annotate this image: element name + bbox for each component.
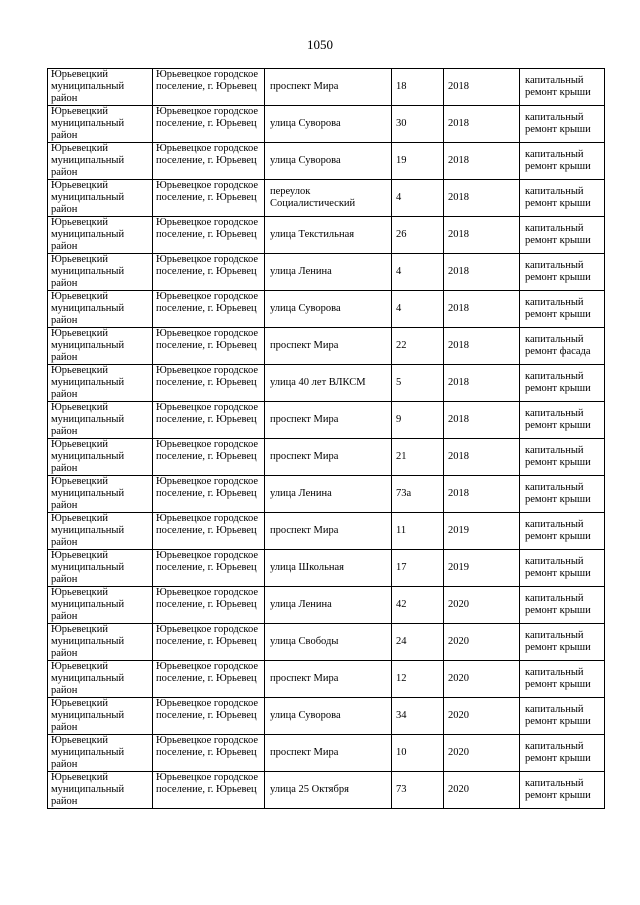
settlement-cell: Юрьевецкое городское поселение, г. Юрьевец bbox=[153, 772, 265, 809]
district-cell: Юрьевецкий муниципальный район bbox=[48, 439, 153, 476]
number-cell: 11 bbox=[392, 513, 444, 550]
year-cell: 2018 bbox=[444, 476, 520, 513]
table-row bbox=[48, 328, 605, 365]
repair-schedule-table bbox=[47, 68, 605, 809]
year-cell: 2020 bbox=[444, 624, 520, 661]
district-cell: Юрьевецкий муниципальный район bbox=[48, 328, 153, 365]
number-cell: 12 bbox=[392, 661, 444, 698]
district-cell: Юрьевецкий муниципальный район bbox=[48, 217, 153, 254]
district-cell: Юрьевецкий муниципальный район bbox=[48, 143, 153, 180]
table-row bbox=[48, 550, 605, 587]
year-cell: 2018 bbox=[444, 291, 520, 328]
page-number: 1050 bbox=[307, 37, 333, 52]
year-cell: 2018 bbox=[444, 365, 520, 402]
street-cell: улица Школьная bbox=[265, 550, 392, 587]
street-cell: улица 25 Октября bbox=[265, 772, 392, 809]
number-cell: 18 bbox=[392, 69, 444, 106]
street-cell: улица Текстильная bbox=[265, 217, 392, 254]
work-cell: капитальный ремонт крыши bbox=[520, 698, 605, 735]
table-row bbox=[48, 365, 605, 402]
settlement-cell: Юрьевецкое городское поселение, г. Юрьевец bbox=[153, 735, 265, 772]
table-row bbox=[48, 513, 605, 550]
street-cell: улица Суворова bbox=[265, 106, 392, 143]
settlement-cell: Юрьевецкое городское поселение, г. Юрьевец bbox=[153, 106, 265, 143]
number-cell: 5 bbox=[392, 365, 444, 402]
settlement-cell: Юрьевецкое городское поселение, г. Юрьевец bbox=[153, 328, 265, 365]
year-cell: 2019 bbox=[444, 513, 520, 550]
year-cell: 2018 bbox=[444, 439, 520, 476]
table-row bbox=[48, 661, 605, 698]
district-cell: Юрьевецкий муниципальный район bbox=[48, 772, 153, 809]
year-cell: 2020 bbox=[444, 772, 520, 809]
table-row bbox=[48, 698, 605, 735]
number-cell: 4 bbox=[392, 254, 444, 291]
table-row bbox=[48, 69, 605, 106]
table-row bbox=[48, 439, 605, 476]
work-cell: капитальный ремонт крыши bbox=[520, 476, 605, 513]
year-cell: 2018 bbox=[444, 254, 520, 291]
number-cell: 17 bbox=[392, 550, 444, 587]
settlement-cell: Юрьевецкое городское поселение, г. Юрьевец bbox=[153, 587, 265, 624]
number-cell: 22 bbox=[392, 328, 444, 365]
settlement-cell: Юрьевецкое городское поселение, г. Юрьевец bbox=[153, 550, 265, 587]
settlement-cell: Юрьевецкое городское поселение, г. Юрьевец bbox=[153, 143, 265, 180]
number-cell: 34 bbox=[392, 698, 444, 735]
work-cell: капитальный ремонт крыши bbox=[520, 291, 605, 328]
street-cell: проспект Мира bbox=[265, 402, 392, 439]
district-cell: Юрьевецкий муниципальный район bbox=[48, 513, 153, 550]
district-cell: Юрьевецкий муниципальный район bbox=[48, 180, 153, 217]
number-cell: 42 bbox=[392, 587, 444, 624]
year-cell: 2019 bbox=[444, 550, 520, 587]
work-cell: капитальный ремонт крыши bbox=[520, 254, 605, 291]
year-cell: 2020 bbox=[444, 698, 520, 735]
street-cell: улица Свободы bbox=[265, 624, 392, 661]
year-cell: 2018 bbox=[444, 402, 520, 439]
work-cell: капитальный ремонт крыши bbox=[520, 772, 605, 809]
district-cell: Юрьевецкий муниципальный район bbox=[48, 550, 153, 587]
street-cell: проспект Мира bbox=[265, 328, 392, 365]
settlement-cell: Юрьевецкое городское поселение, г. Юрьевец bbox=[153, 402, 265, 439]
table-row bbox=[48, 476, 605, 513]
work-cell: капитальный ремонт крыши bbox=[520, 513, 605, 550]
district-cell: Юрьевецкий муниципальный район bbox=[48, 69, 153, 106]
number-cell: 10 bbox=[392, 735, 444, 772]
number-cell: 19 bbox=[392, 143, 444, 180]
work-cell: капитальный ремонт крыши bbox=[520, 587, 605, 624]
table-row bbox=[48, 143, 605, 180]
district-cell: Юрьевецкий муниципальный район bbox=[48, 661, 153, 698]
work-cell: капитальный ремонт крыши bbox=[520, 217, 605, 254]
district-cell: Юрьевецкий муниципальный район bbox=[48, 587, 153, 624]
settlement-cell: Юрьевецкое городское поселение, г. Юрьевец bbox=[153, 698, 265, 735]
table-row bbox=[48, 254, 605, 291]
street-cell: улица Ленина bbox=[265, 587, 392, 624]
number-cell: 9 bbox=[392, 402, 444, 439]
district-cell: Юрьевецкий муниципальный район bbox=[48, 402, 153, 439]
number-cell: 73а bbox=[392, 476, 444, 513]
district-cell: Юрьевецкий муниципальный район bbox=[48, 106, 153, 143]
work-cell: капитальный ремонт крыши bbox=[520, 439, 605, 476]
street-cell: улица Суворова bbox=[265, 291, 392, 328]
work-cell: капитальный ремонт крыши bbox=[520, 624, 605, 661]
year-cell: 2018 bbox=[444, 106, 520, 143]
settlement-cell: Юрьевецкое городское поселение, г. Юрьевец bbox=[153, 217, 265, 254]
district-cell: Юрьевецкий муниципальный район bbox=[48, 735, 153, 772]
street-cell: переулок Социалистический bbox=[265, 180, 392, 217]
settlement-cell: Юрьевецкое городское поселение, г. Юрьевец bbox=[153, 254, 265, 291]
district-cell: Юрьевецкий муниципальный район bbox=[48, 254, 153, 291]
street-cell: улица Суворова bbox=[265, 698, 392, 735]
street-cell: проспект Мира bbox=[265, 69, 392, 106]
work-cell: капитальный ремонт крыши bbox=[520, 402, 605, 439]
year-cell: 2018 bbox=[444, 143, 520, 180]
street-cell: проспект Мира bbox=[265, 661, 392, 698]
work-cell: капитальный ремонт крыши bbox=[520, 735, 605, 772]
district-cell: Юрьевецкий муниципальный район bbox=[48, 624, 153, 661]
work-cell: капитальный ремонт крыши bbox=[520, 69, 605, 106]
table-body bbox=[48, 69, 605, 809]
number-cell: 4 bbox=[392, 291, 444, 328]
street-cell: улица Ленина bbox=[265, 254, 392, 291]
table-row bbox=[48, 106, 605, 143]
year-cell: 2018 bbox=[444, 328, 520, 365]
year-cell: 2018 bbox=[444, 217, 520, 254]
year-cell: 2018 bbox=[444, 69, 520, 106]
settlement-cell: Юрьевецкое городское поселение, г. Юрьевец bbox=[153, 439, 265, 476]
year-cell: 2020 bbox=[444, 735, 520, 772]
work-cell: капитальный ремонт крыши bbox=[520, 143, 605, 180]
work-cell: капитальный ремонт крыши bbox=[520, 365, 605, 402]
street-cell: проспект Мира bbox=[265, 439, 392, 476]
street-cell: улица Ленина bbox=[265, 476, 392, 513]
table-row bbox=[48, 402, 605, 439]
table-row bbox=[48, 587, 605, 624]
work-cell: капитальный ремонт крыши bbox=[520, 661, 605, 698]
year-cell: 2018 bbox=[444, 180, 520, 217]
street-cell: проспект Мира bbox=[265, 513, 392, 550]
table-row bbox=[48, 624, 605, 661]
settlement-cell: Юрьевецкое городское поселение, г. Юрьевец bbox=[153, 476, 265, 513]
work-cell: капитальный ремонт фасада bbox=[520, 328, 605, 365]
district-cell: Юрьевецкий муниципальный район bbox=[48, 698, 153, 735]
street-cell: улица Суворова bbox=[265, 143, 392, 180]
district-cell: Юрьевецкий муниципальный район bbox=[48, 291, 153, 328]
settlement-cell: Юрьевецкое городское поселение, г. Юрьевец bbox=[153, 624, 265, 661]
settlement-cell: Юрьевецкое городское поселение, г. Юрьевец bbox=[153, 365, 265, 402]
number-cell: 4 bbox=[392, 180, 444, 217]
year-cell: 2020 bbox=[444, 661, 520, 698]
number-cell: 21 bbox=[392, 439, 444, 476]
work-cell: капитальный ремонт крыши bbox=[520, 106, 605, 143]
table-row bbox=[48, 735, 605, 772]
number-cell: 73 bbox=[392, 772, 444, 809]
table-row bbox=[48, 772, 605, 809]
district-cell: Юрьевецкий муниципальный район bbox=[48, 476, 153, 513]
district-cell: Юрьевецкий муниципальный район bbox=[48, 365, 153, 402]
number-cell: 30 bbox=[392, 106, 444, 143]
number-cell: 26 bbox=[392, 217, 444, 254]
settlement-cell: Юрьевецкое городское поселение, г. Юрьевец bbox=[153, 513, 265, 550]
settlement-cell: Юрьевецкое городское поселение, г. Юрьевец bbox=[153, 69, 265, 106]
street-cell: улица 40 лет ВЛКСМ bbox=[265, 365, 392, 402]
work-cell: капитальный ремонт крыши bbox=[520, 180, 605, 217]
number-cell: 24 bbox=[392, 624, 444, 661]
work-cell: капитальный ремонт крыши bbox=[520, 550, 605, 587]
table-row bbox=[48, 291, 605, 328]
settlement-cell: Юрьевецкое городское поселение, г. Юрьевец bbox=[153, 180, 265, 217]
table-row bbox=[48, 217, 605, 254]
settlement-cell: Юрьевецкое городское поселение, г. Юрьевец bbox=[153, 661, 265, 698]
table-row bbox=[48, 180, 605, 217]
street-cell: проспект Мира bbox=[265, 735, 392, 772]
year-cell: 2020 bbox=[444, 587, 520, 624]
settlement-cell: Юрьевецкое городское поселение, г. Юрьевец bbox=[153, 291, 265, 328]
